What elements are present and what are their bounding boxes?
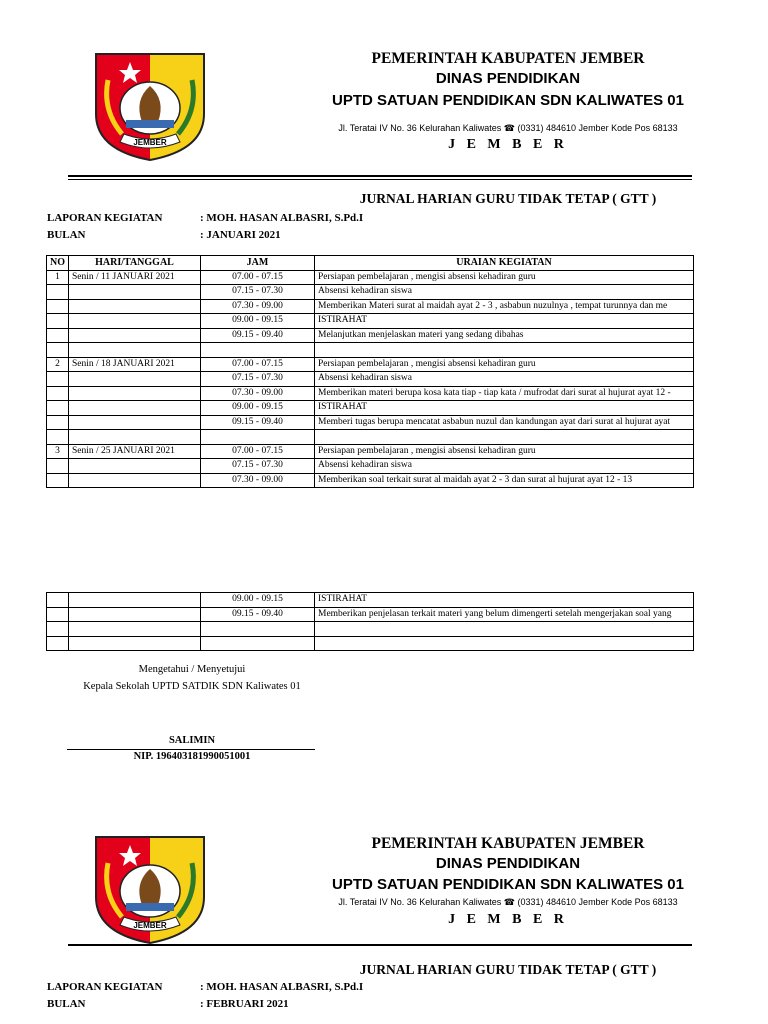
cell-time: 09.15 - 09.40 (201, 328, 315, 343)
cell-date (69, 386, 201, 401)
table-row (47, 357, 694, 372)
table-row (47, 285, 694, 300)
cell-date (69, 593, 201, 608)
header-divider-page2 (68, 944, 692, 946)
cell-no (47, 415, 69, 430)
cell-date (69, 328, 201, 343)
cell-activity: ISTIRAHAT (315, 314, 694, 329)
cell-date: Senin / 18 JANUARI 2021 (69, 357, 201, 372)
cell-no: 3 (47, 444, 69, 459)
page-title: JURNAL HARIAN GURU TIDAK TETAP ( GTT ) (359, 191, 657, 206)
cell-time: 09.15 - 09.40 (201, 415, 315, 430)
cell-time (201, 636, 315, 651)
cell-date (69, 299, 201, 314)
cell-no (47, 593, 69, 608)
header-address-page2: Jl. Teratai IV No. 36 Kelurahan Kaliwates ☎ (0331) 484610 Jember Kode Pos 68133 (338, 897, 678, 907)
header-government-page2: PEMERINTAH KABUPATEN JEMBER (371, 835, 645, 852)
cell-no: 1 (47, 270, 69, 285)
signer-name: SALIMIN (168, 735, 216, 746)
cell-date (69, 343, 201, 358)
table-row (47, 593, 694, 608)
cell-activity (315, 636, 694, 651)
cell-no (47, 636, 69, 651)
cell-date (69, 415, 201, 430)
cell-activity: Absensi kehadiran siswa (315, 372, 694, 387)
laporan-value: : MOH. HASAN ALBASRI, S.Pd.I (200, 212, 364, 224)
cell-time (201, 622, 315, 637)
table-row (47, 415, 694, 430)
cell-date (69, 622, 201, 637)
cell-no (47, 622, 69, 637)
cell-activity: Persiapan pembelajaran , mengisi absensi kehadiran guru (315, 444, 694, 459)
cell-no (47, 299, 69, 314)
jember-logo-page2 (92, 833, 208, 945)
journal-table-continued (46, 592, 694, 651)
table-row (47, 299, 694, 314)
cell-no (47, 343, 69, 358)
approval-label: Mengetahui / Menyetujui (138, 664, 246, 675)
cell-no (47, 401, 69, 416)
cell-activity: Absensi kehadiran siswa (315, 285, 694, 300)
cell-no (47, 430, 69, 445)
approval-title: Kepala Sekolah UPTD SATDIK SDN Kaliwates 01 (83, 681, 301, 692)
cell-no (47, 372, 69, 387)
cell-date (69, 372, 201, 387)
table-row (47, 401, 694, 416)
table-header-row (47, 256, 694, 271)
cell-date (69, 459, 201, 474)
cell-no: 2 (47, 357, 69, 372)
cell-activity: Memberikan Materi surat al maidah ayat 2 - 3 , asbabun nuzulnya , tempat turunnya dan me (315, 299, 694, 314)
cell-time: 07.30 - 09.00 (201, 473, 315, 488)
logo-text: JEMBER (133, 138, 167, 147)
cell-time: 09.15 - 09.40 (201, 607, 315, 622)
laporan-value-page2: : MOH. HASAN ALBASRI, S.Pd.I (200, 981, 364, 993)
cell-date (69, 430, 201, 445)
cell-time: 07.30 - 09.00 (201, 386, 315, 401)
cell-time: 09.00 - 09.15 (201, 314, 315, 329)
table-row (47, 473, 694, 488)
cell-activity: Memberi tugas berupa mencatat asbabun nuzul dan kandungan ayat dari surat al hujurat ayat (315, 415, 694, 430)
cell-time: 09.00 - 09.15 (201, 593, 315, 608)
table-row (47, 328, 694, 343)
journal-table (46, 255, 694, 488)
signer-nip: NIP. 196403181990051001 (133, 751, 251, 762)
jember-logo (92, 50, 208, 162)
col-header-time: JAM (201, 256, 315, 271)
cell-no (47, 459, 69, 474)
header-divider-thin (68, 179, 692, 180)
cell-date (69, 607, 201, 622)
header-government: PEMERINTAH KABUPATEN JEMBER (371, 50, 645, 67)
cell-date: Senin / 25 JANUARI 2021 (69, 444, 201, 459)
cell-date (69, 285, 201, 300)
header-city-page2: J E M B E R (448, 912, 568, 927)
col-header-no: NO (47, 256, 69, 271)
cell-date (69, 314, 201, 329)
cell-no (47, 314, 69, 329)
cell-time (201, 343, 315, 358)
cell-no (47, 607, 69, 622)
table-row (47, 459, 694, 474)
cell-time: 07.15 - 07.30 (201, 285, 315, 300)
col-header-date: HARI/TANGGAL (69, 256, 201, 271)
bulan-value-page2: : FEBRUARI 2021 (200, 998, 289, 1010)
cell-date (69, 473, 201, 488)
header-address: Jl. Teratai IV No. 36 Kelurahan Kaliwates ☎ (0331) 484610 Jember Kode Pos 68133 (338, 123, 678, 133)
cell-activity: Persiapan pembelajaran , mengisi absensi kehadiran guru (315, 270, 694, 285)
cell-activity (315, 622, 694, 637)
cell-no (47, 473, 69, 488)
table-row (47, 386, 694, 401)
table-row (47, 343, 694, 358)
header-school: UPTD SATUAN PENDIDIKAN SDN KALIWATES 01 (332, 92, 684, 109)
cell-time: 07.00 - 07.15 (201, 444, 315, 459)
cell-time: 07.15 - 07.30 (201, 459, 315, 474)
cell-activity: ISTIRAHAT (315, 401, 694, 416)
cell-activity: Memberikan soal terkait surat al maidah ayat 2 - 3 dan surat al hujurat ayat 12 - 13 (315, 473, 694, 488)
table-row (47, 622, 694, 637)
cell-date: Senin / 11 JANUARI 2021 (69, 270, 201, 285)
cell-date (69, 401, 201, 416)
logo-text-page2: JEMBER (133, 921, 167, 930)
cell-activity: Absensi kehadiran siswa (315, 459, 694, 474)
cell-time: 09.00 - 09.15 (201, 401, 315, 416)
table-row (47, 270, 694, 285)
table-row (47, 372, 694, 387)
table-row (47, 430, 694, 445)
cell-activity: Memberikan materi berupa kosa kata tiap - tiap kata / mufrodat dari surat al hujurat ayat 12 - (315, 386, 694, 401)
bulan-label: BULAN (47, 229, 86, 241)
cell-time: 07.30 - 09.00 (201, 299, 315, 314)
table-row (47, 444, 694, 459)
cell-activity (315, 343, 694, 358)
table-row (47, 314, 694, 329)
header-divider (68, 175, 692, 177)
bulan-value: : JANUARI 2021 (200, 229, 281, 241)
cell-activity: Memberikan penjelasan terkait materi yang belum dimengerti setelah mengerjakan soal yang (315, 607, 694, 622)
cell-no (47, 285, 69, 300)
header-department: DINAS PENDIDIKAN (435, 70, 581, 87)
col-header-activity: URAIAN KEGIATAN (315, 256, 694, 271)
page-title-page2: JURNAL HARIAN GURU TIDAK TETAP ( GTT ) (359, 962, 657, 977)
laporan-label: LAPORAN KEGIATAN (47, 212, 163, 224)
header-city: J E M B E R (448, 137, 568, 152)
cell-activity: Persiapan pembelajaran , mengisi absensi kehadiran guru (315, 357, 694, 372)
table-row (47, 636, 694, 651)
table-row (47, 607, 694, 622)
cell-no (47, 386, 69, 401)
cell-time: 07.00 - 07.15 (201, 270, 315, 285)
cell-time (201, 430, 315, 445)
cell-time: 07.00 - 07.15 (201, 357, 315, 372)
signature-line (67, 749, 315, 750)
header-school-page2: UPTD SATUAN PENDIDIKAN SDN KALIWATES 01 (332, 876, 684, 893)
cell-activity (315, 430, 694, 445)
cell-activity: Melanjutkan menjelaskan materi yang sedang dibahas (315, 328, 694, 343)
cell-no (47, 328, 69, 343)
cell-date (69, 636, 201, 651)
bulan-label-page2: BULAN (47, 998, 86, 1010)
cell-time: 07.15 - 07.30 (201, 372, 315, 387)
header-department-page2: DINAS PENDIDIKAN (435, 855, 581, 872)
cell-activity: ISTIRAHAT (315, 593, 694, 608)
laporan-label-page2: LAPORAN KEGIATAN (47, 981, 163, 993)
